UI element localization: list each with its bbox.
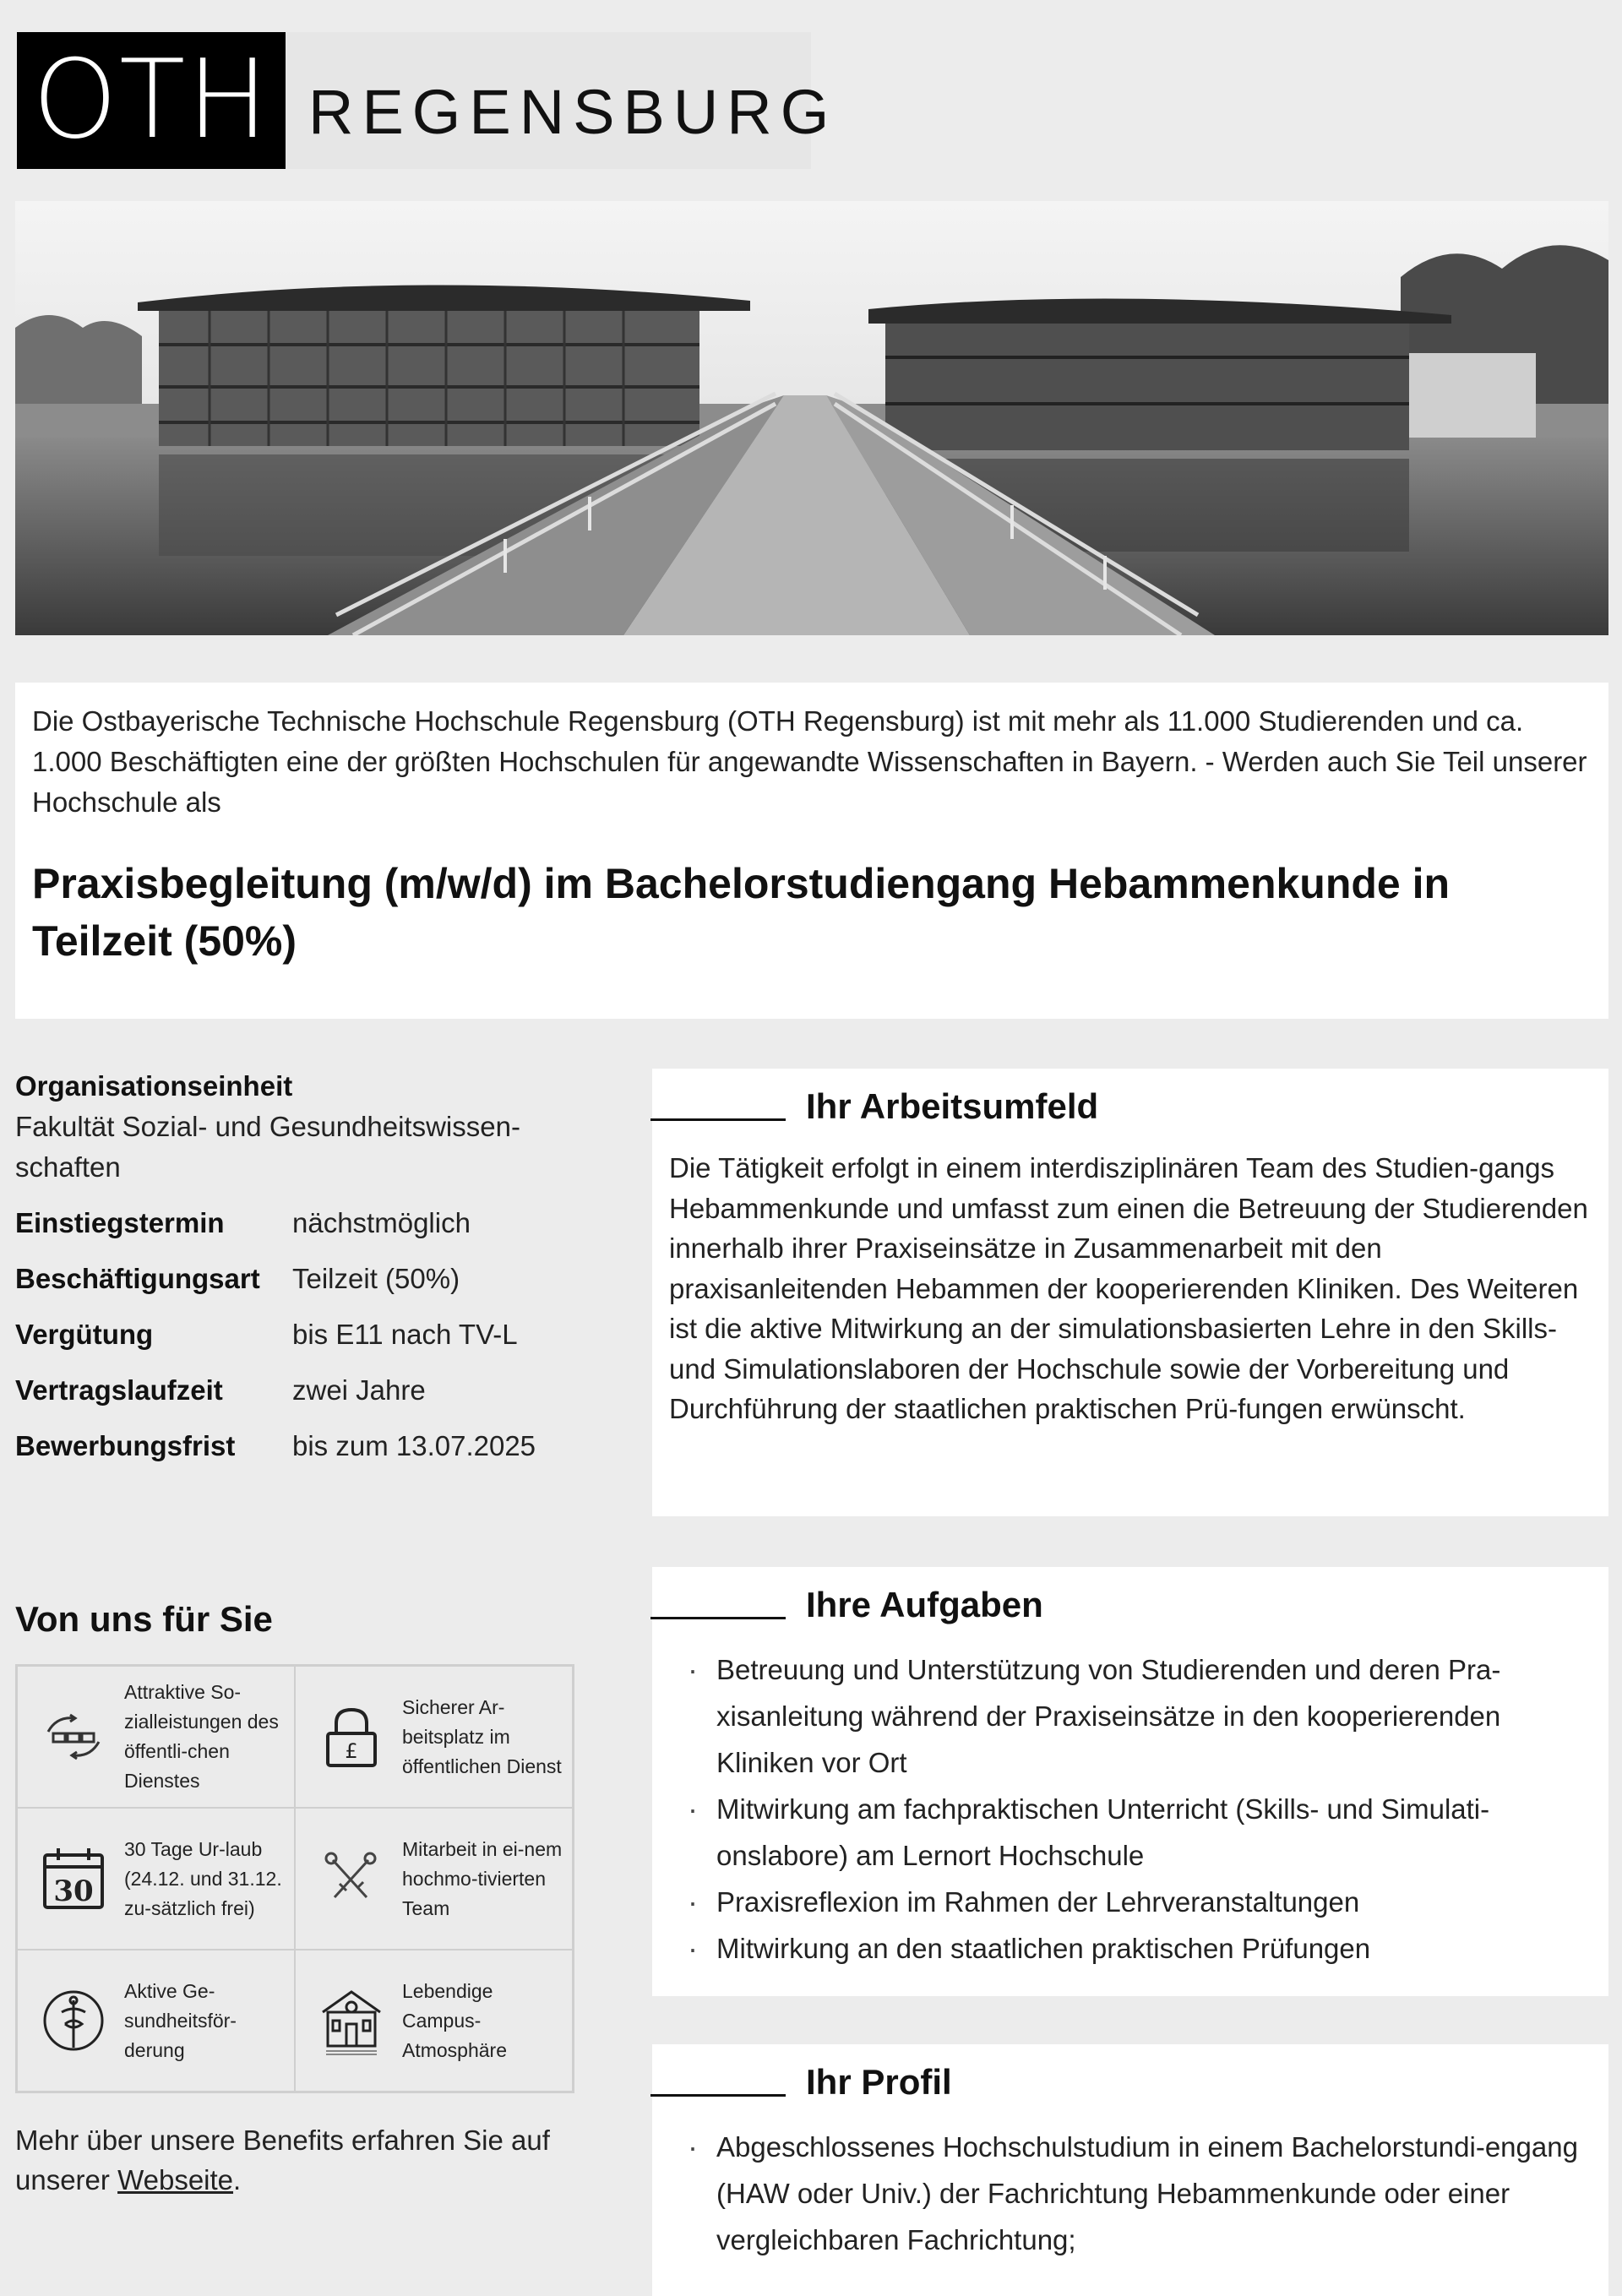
fact-row [15,1426,623,1466]
logo-wordmark: REGENSBURG [308,77,838,147]
benefit-item [17,1808,295,1950]
fact-value: zwei Jahre [292,1374,426,1406]
list-item: · Mitwirkung an den staatlichen praktischen Prüfungen [686,1925,1588,1972]
card-title: Ihre Aufgaben [806,1585,1043,1624]
card-title-rule [650,1118,786,1121]
fact-value-organisationseinheit: Fakultät Sozial- und Gesundheitswissen-schaften [15,1111,520,1183]
benefits-more-suffix: . [233,2164,242,2195]
benefits-more-prefix: Mehr über unsere Benefits erfahren Sie auf unserer [15,2125,550,2195]
benefit-text: Mitarbeit in ei-nem hochmo-tivierten Team [402,1837,563,1919]
logo-mark: OTH [17,32,286,169]
tools-team-icon [314,1842,389,1916]
job-title: Praxisbegleitung (m/w/d) im Bachelorstudiengang Hebammenkunde in Teilzeit (50%) [32,860,1451,965]
calendar-30-icon [36,1842,111,1916]
arbeitsumfeld-card [652,1069,1608,1516]
benefits-grid [15,1664,574,2093]
card-header [652,1567,1608,1635]
list-item: · Betreuung und Unterstützung von Studierenden und deren Pra-xisanleitung während der Praxiseinsätze in den kooperierenden Kliniken vor Ort [686,1646,1588,1786]
webseite-link[interactable]: Webseite [117,2164,234,2195]
card-title: Ihr Profil [806,2062,952,2102]
list-item: · Praxisreflexion im Rahmen der Lehrveranstaltungen [686,1879,1588,1925]
list-item: · Mitwirkung am fachpraktischen Unterricht (Skills- und Simulati-onslabore) am Lernort Hochschule [686,1786,1588,1879]
benefit-text: Attraktive So-zialleistungen des öffentli-chen Dienstes [124,1681,279,1792]
fact-label: Vergütung [15,1319,154,1350]
fact-value: bis E11 nach TV-L [292,1319,518,1350]
social-benefits-icon [36,1700,111,1774]
fact-row [15,1370,623,1411]
benefits-title: Von uns für Sie [15,1599,273,1639]
padlock-icon [314,1700,389,1774]
card-header [652,1069,1608,1136]
fact-row [15,1314,623,1355]
job-facts [15,1066,623,1466]
profil-list [652,2112,1608,2263]
benefit-text: Aktive Ge-sundheitsför-derung [124,1979,237,2061]
card-header [652,2044,1608,2112]
svg-text:30: 30 [53,1874,94,1908]
benefits-more-text [15,2120,607,2200]
benefit-item [295,1808,573,1950]
benefit-item [17,1950,295,2092]
benefit-text: Sicherer Ar-beitsplatz im öffentlichen Dienst [402,1695,562,1777]
health-icon [36,1983,111,2058]
arbeitsumfeld-text: Die Tätigkeit erfolgt in einem interdisziplinären Team des Studien-gangs Hebammenkunde und umfasst zum einen die Betreuung der Studierenden innerhalb ihrer Praxiseinsätze in Zusammenarbeit mit den praxisanleitenden Hebammen der kooperierenden Kliniken. Des Weiteren ist die aktive Mitwirkung an der simulationsbasierten Lehre in den Skills- und Simulationslaboren der Hochschule sowie der Vorbereitung und Durchführung der staatlichen praktischen Prü-fungen erwünscht. [669,1152,1588,1424]
oth-logo [17,32,838,169]
intro-card [15,683,1608,1019]
fact-label: Beschäftigungsart [15,1263,260,1294]
fact-value: nächstmöglich [292,1207,471,1238]
benefit-text: 30 Tage Ur-laub (24.12. und 31.12. zu-sätzlich frei) [124,1837,282,1919]
benefit-text: Lebendige Campus-Atmosphäre [402,1979,508,2061]
intro-text: Die Ostbayerische Technische Hochschule Regensburg (OTH Regensburg) ist mit mehr als 11.000 Studierenden und ca. 1.000 Beschäftigten eine der größten Hochschulen für angewandte Wissenschaften in Bayern. - Werden auch Sie Teil unserer Hochschule als [32,705,1587,818]
campus-building-icon [314,1983,389,2058]
fact-label: Vertragslaufzeit [15,1374,223,1406]
fact-label-organisationseinheit: Organisationseinheit [15,1070,293,1102]
fact-row [15,1259,623,1299]
card-title: Ihr Arbeitsumfeld [806,1086,1099,1126]
benefit-item [17,1666,295,1808]
list-item: · Abgeschlossenes Hochschulstudium in einem Bachelorstundi-engang (HAW oder Univ.) der Fachrichtung Hebammenkunde oder einer vergleichbaren Fachrichtung; [686,2124,1588,2263]
profil-card [652,2044,1608,2296]
card-title-rule [650,2094,786,2097]
fact-label: Bewerbungsfrist [15,1430,236,1461]
aufgaben-list [652,1635,1608,1972]
card-title-rule [650,1617,786,1619]
fact-row [15,1203,623,1243]
benefit-item [295,1666,573,1808]
campus-hero-image [15,201,1608,635]
fact-value: bis zum 13.07.2025 [292,1430,536,1461]
svg-text:£: £ [345,1739,358,1763]
aufgaben-card [652,1567,1608,1996]
fact-label: Einstiegstermin [15,1207,225,1238]
fact-value: Teilzeit (50%) [292,1263,460,1294]
benefit-item [295,1950,573,2092]
